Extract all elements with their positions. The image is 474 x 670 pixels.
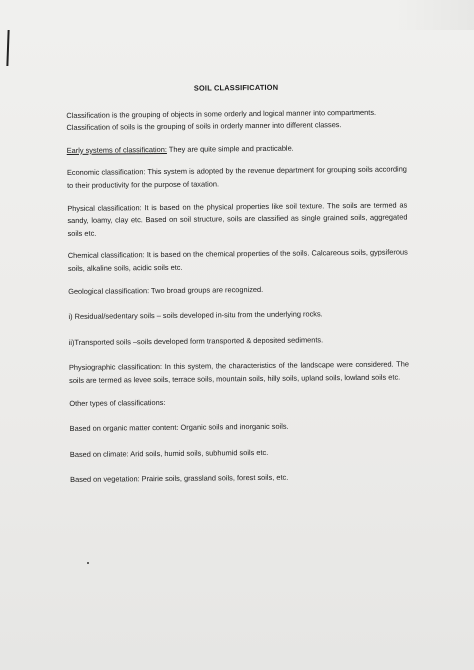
physiographic-heading: Physiographic classification: [68,362,163,373]
document-title: SOIL CLASSIFICATION [193,82,279,93]
scan-shadow [394,0,474,30]
economic-paragraph [67,164,407,193]
chemical-paragraph [68,247,408,276]
physical-text: It is based on the physical properties like soil texture. The soils are termed as sandy, loamy, clay etc. Based on soil structure, soils are classified as single grained soils, aggregated soils etc. [67,199,408,238]
early-systems-paragraph [67,141,407,157]
intro-line-1: Classification is the grouping of objects in some orderly and logical manner into compartments. [66,107,377,120]
transported-soils-item: ii)Transported soils –soils developed form transported & deposited sediments. [68,335,324,347]
geological-paragraph [68,282,408,298]
early-systems-text: They are quite simple and practicable. [166,143,294,154]
chemical-text: It is based on the chemical properties of the soils. Calcareous soils, gypsiferous soils, alkaline soils, acidic soils etc. [67,247,408,273]
climate-item: Based on climate: Arid soils, humid soils, subhumid soils etc. [69,447,269,459]
physical-heading: Physical classification: [67,202,142,213]
intro-line-2: Classification of soils is the grouping of soils in orderly manner into different classes. [66,120,342,133]
physiographic-text: In this system, the characteristics of the landscape were considered. The soils are termed as levee soils, terrace soils, mountain soils, hilly soils, upland soils, lowland soils etc. [69,359,410,385]
residual-soils-item: i) Residual/sedentary soils – soils developed in-situ from the underlying rocks. [68,309,323,322]
chemical-heading: Chemical classification: [67,250,145,261]
physiographic-paragraph [69,359,409,388]
ink-dot [87,562,89,564]
vegetation-item: Based on vegetation: Prairie soils, grassland soils, forest soils, etc. [70,472,289,485]
geological-heading: Geological classification: [68,285,150,296]
other-types-heading: Other types of classifications: [69,397,166,408]
margin-pen-mark [6,30,9,66]
intro-paragraph [66,106,406,135]
economic-heading: Economic classification: [66,167,146,178]
economic-text: This system is adopted by the revenue department for grouping soils according to their productivity for the purpose of taxation. [67,164,407,190]
physical-paragraph [67,199,407,240]
early-systems-heading: Early systems of classification: [66,144,167,155]
document-body [66,80,410,496]
geological-text: Two broad groups are recognized. [149,284,264,295]
organic-matter-item: Based on organic matter content: Organic soils and inorganic soils. [69,421,289,434]
